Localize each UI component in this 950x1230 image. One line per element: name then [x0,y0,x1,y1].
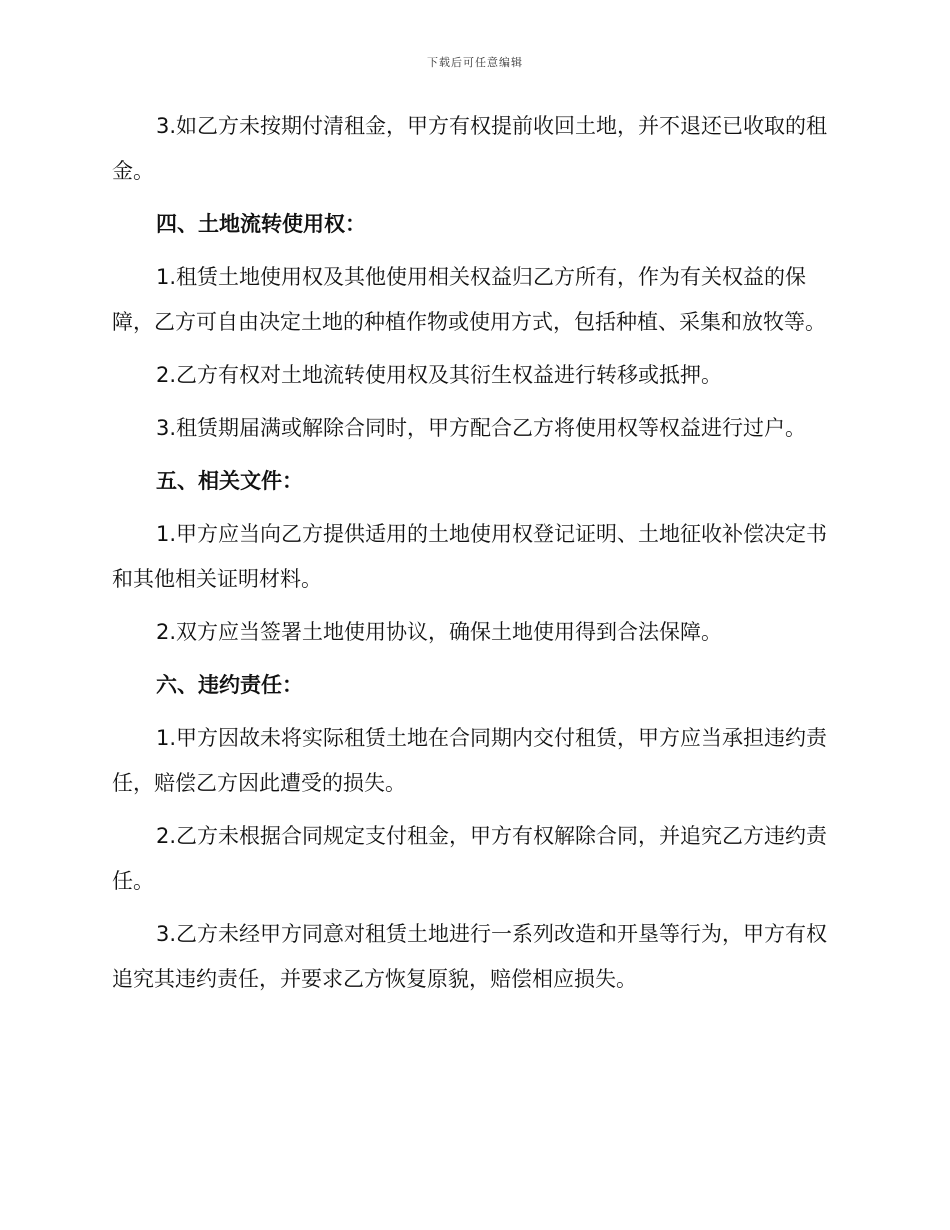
clause-2-sign-agreement: 2.双方应当签署土地使用协议，确保土地使用得到合法保障。 [156,620,723,644]
clause-2-transfer-or-mortgage: 2.乙方有权对土地流转使用权及其衍生权益进行转移或抵押。 [156,363,723,387]
clause-1-party-a-breach: 1.甲方因故未将实际租赁土地在合同期内交付租赁，甲方应当承担违约责任，赔偿乙方因此遭受的损失。 [112,726,828,795]
clause-1-land-use-rights: 1.租赁土地使用权及其他使用相关权益归乙方所有，作为有关权益的保障，乙方可自由决定土地的种植作物或使用方式，包括种植、采集和放牧等。 [112,265,826,334]
clause-3-unauthorized-alteration: 3.乙方未经甲方同意对租赁土地进行一系列改造和开垦等行为，甲方有权追究其违约责任，并要求乙方恢复原貌，赔偿相应损失。 [112,922,828,991]
section-heading-land-transfer-rights: 四、土地流转使用权： [156,212,366,236]
clause-2-party-b-rent-breach: 2.乙方未根据合同规定支付租金，甲方有权解除合同，并追究乙方违约责任。 [112,824,828,893]
clause-3-transfer-on-expiry: 3.租赁期届满或解除合同时，甲方配合乙方将使用权等权益进行过户。 [156,416,807,440]
document-body [112,104,832,1010]
clause-3-rent-default: 3.如乙方未按期付清租金，甲方有权提前收回土地，并不退还已收取的租金。 [112,114,828,183]
section-heading-related-documents: 五、相关文件： [156,469,303,493]
section-heading-breach-liability: 六、违约责任： [156,673,303,697]
page-header: 下载后可任意编辑 [427,56,523,69]
clause-1-provide-documents: 1.甲方应当向乙方提供适用的土地使用权登记证明、土地征收补偿决定书和其他相关证明材料。 [112,522,828,591]
